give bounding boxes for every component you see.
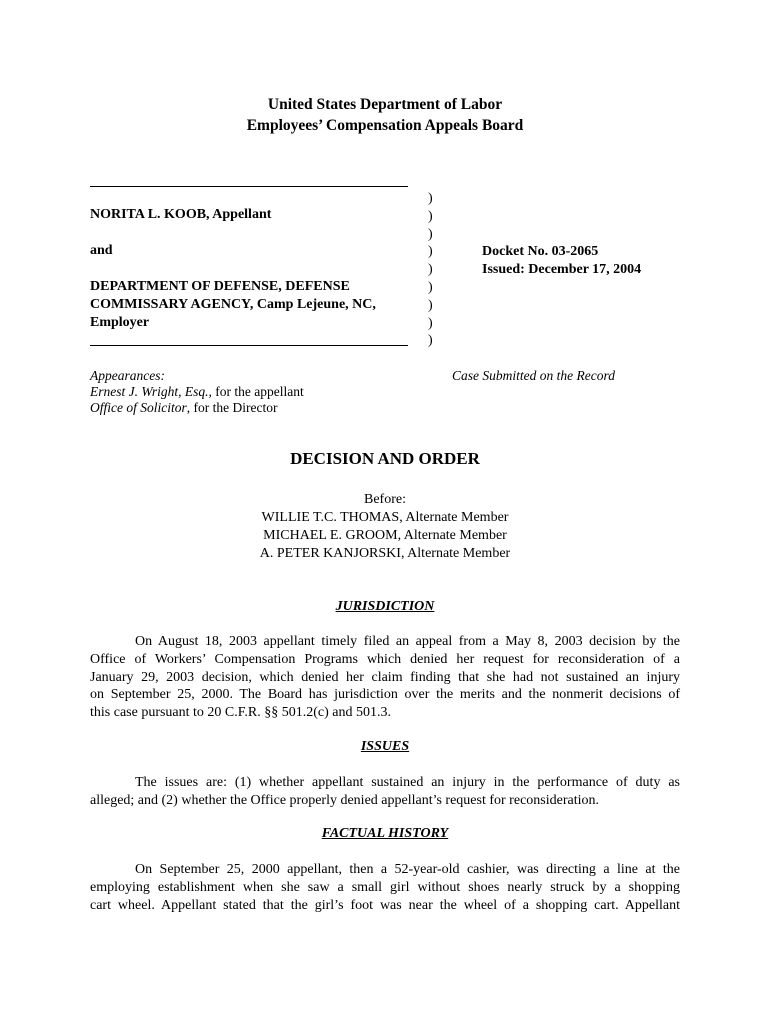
panel-members [0,491,770,563]
issued-date: Issued: December 17, 2004 [482,262,642,277]
attorney-role: for the appellant [211,384,304,399]
paragraph-line: employing establishment when she saw a small girl without shoes nearly struck by a shopping [90,879,680,895]
factual-history-heading: FACTUAL HISTORY [321,826,449,841]
paren: ) [428,333,433,349]
paragraph-line: alleged; and (2) whether the Office properly denied appellant’s request for reconsideration. [90,792,599,808]
appearance-director [90,400,304,416]
appearances [90,368,304,416]
paragraph-line: The issues are: (1) whether appellant sustained an injury in the performance of duty as [135,775,680,790]
appearances-label: Appearances: [90,368,165,383]
employer-line-2: COMMISSARY AGENCY, Camp Lejeune, NC, [90,297,376,312]
solicitor-name: Office of Solicitor [90,400,187,415]
and-label: and [90,243,113,258]
paragraph-line: this case pursuant to 20 C.F.R. §§ 501.2(c) and 501.3. [90,705,392,721]
agency-header [0,94,770,136]
paren: ) [428,315,433,331]
employer-line-1: DEPARTMENT OF DEFENSE, DEFENSE [90,279,350,294]
issues-paragraph [90,774,680,810]
paren: ) [428,262,433,278]
paragraph-line: January 29, 2003 decision, which denied her claim finding that she had not sustained an injury [90,669,680,685]
panel-member: A. PETER KANJORSKI, Alternate Member [259,546,511,561]
factual-history-paragraph [90,861,680,914]
paragraph-line: On September 25, 2000 appellant, then a 52-year-old cashier, was directing a line at the [135,862,680,877]
agency-name: United States Department of Labor [267,96,503,113]
issues-heading: ISSUES [360,739,410,754]
attorney-name: Ernest J. Wright, Esq., [90,384,212,399]
before-label: Before: [364,492,406,507]
panel-member: WILLIE T.C. THOMAS, Alternate Member [261,510,509,525]
paragraph-line: Office of Workers’ Compensation Programs which denied her request for reconsideration of a [90,651,680,667]
jurisdiction-heading: JURISDICTION [335,599,435,614]
panel-member: MICHAEL E. GROOM, Alternate Member [263,528,507,543]
caption-top-rule [90,186,408,187]
employer-line-3: Employer [90,315,150,330]
decision-title: DECISION AND ORDER [290,449,480,468]
appellant-name: NORITA L. KOOB, Appellant [90,207,272,222]
docket-block [482,243,641,279]
paren: ) [428,208,433,224]
docket-number: Docket No. 03-2065 [482,244,599,259]
caption-parens [428,190,440,350]
submission-note: Case Submitted on the Record [452,368,615,383]
paragraph-line: cart wheel. Appellant stated that the girl’s foot was near the wheel of a shopping cart. Appellant [90,897,680,913]
paragraph-line: on September 25, 2000. The Board has jurisdiction over the merits and the nonmerit decisions of [90,687,680,703]
paren: ) [428,191,433,206]
solicitor-role: , for the Director [186,400,278,415]
jurisdiction-paragraph [90,633,680,722]
caption-bottom-rule [90,345,408,346]
paren: ) [428,297,433,313]
paren: ) [428,279,433,295]
paren: ) [428,226,433,242]
paragraph-line: On August 18, 2003 appellant timely filed an appeal from a May 8, 2003 decision by the [135,634,680,649]
board-name: Employees’ Compensation Appeals Board [246,117,524,134]
appearance-appellant [90,384,304,400]
case-parties [90,206,420,332]
paren: ) [428,244,433,260]
